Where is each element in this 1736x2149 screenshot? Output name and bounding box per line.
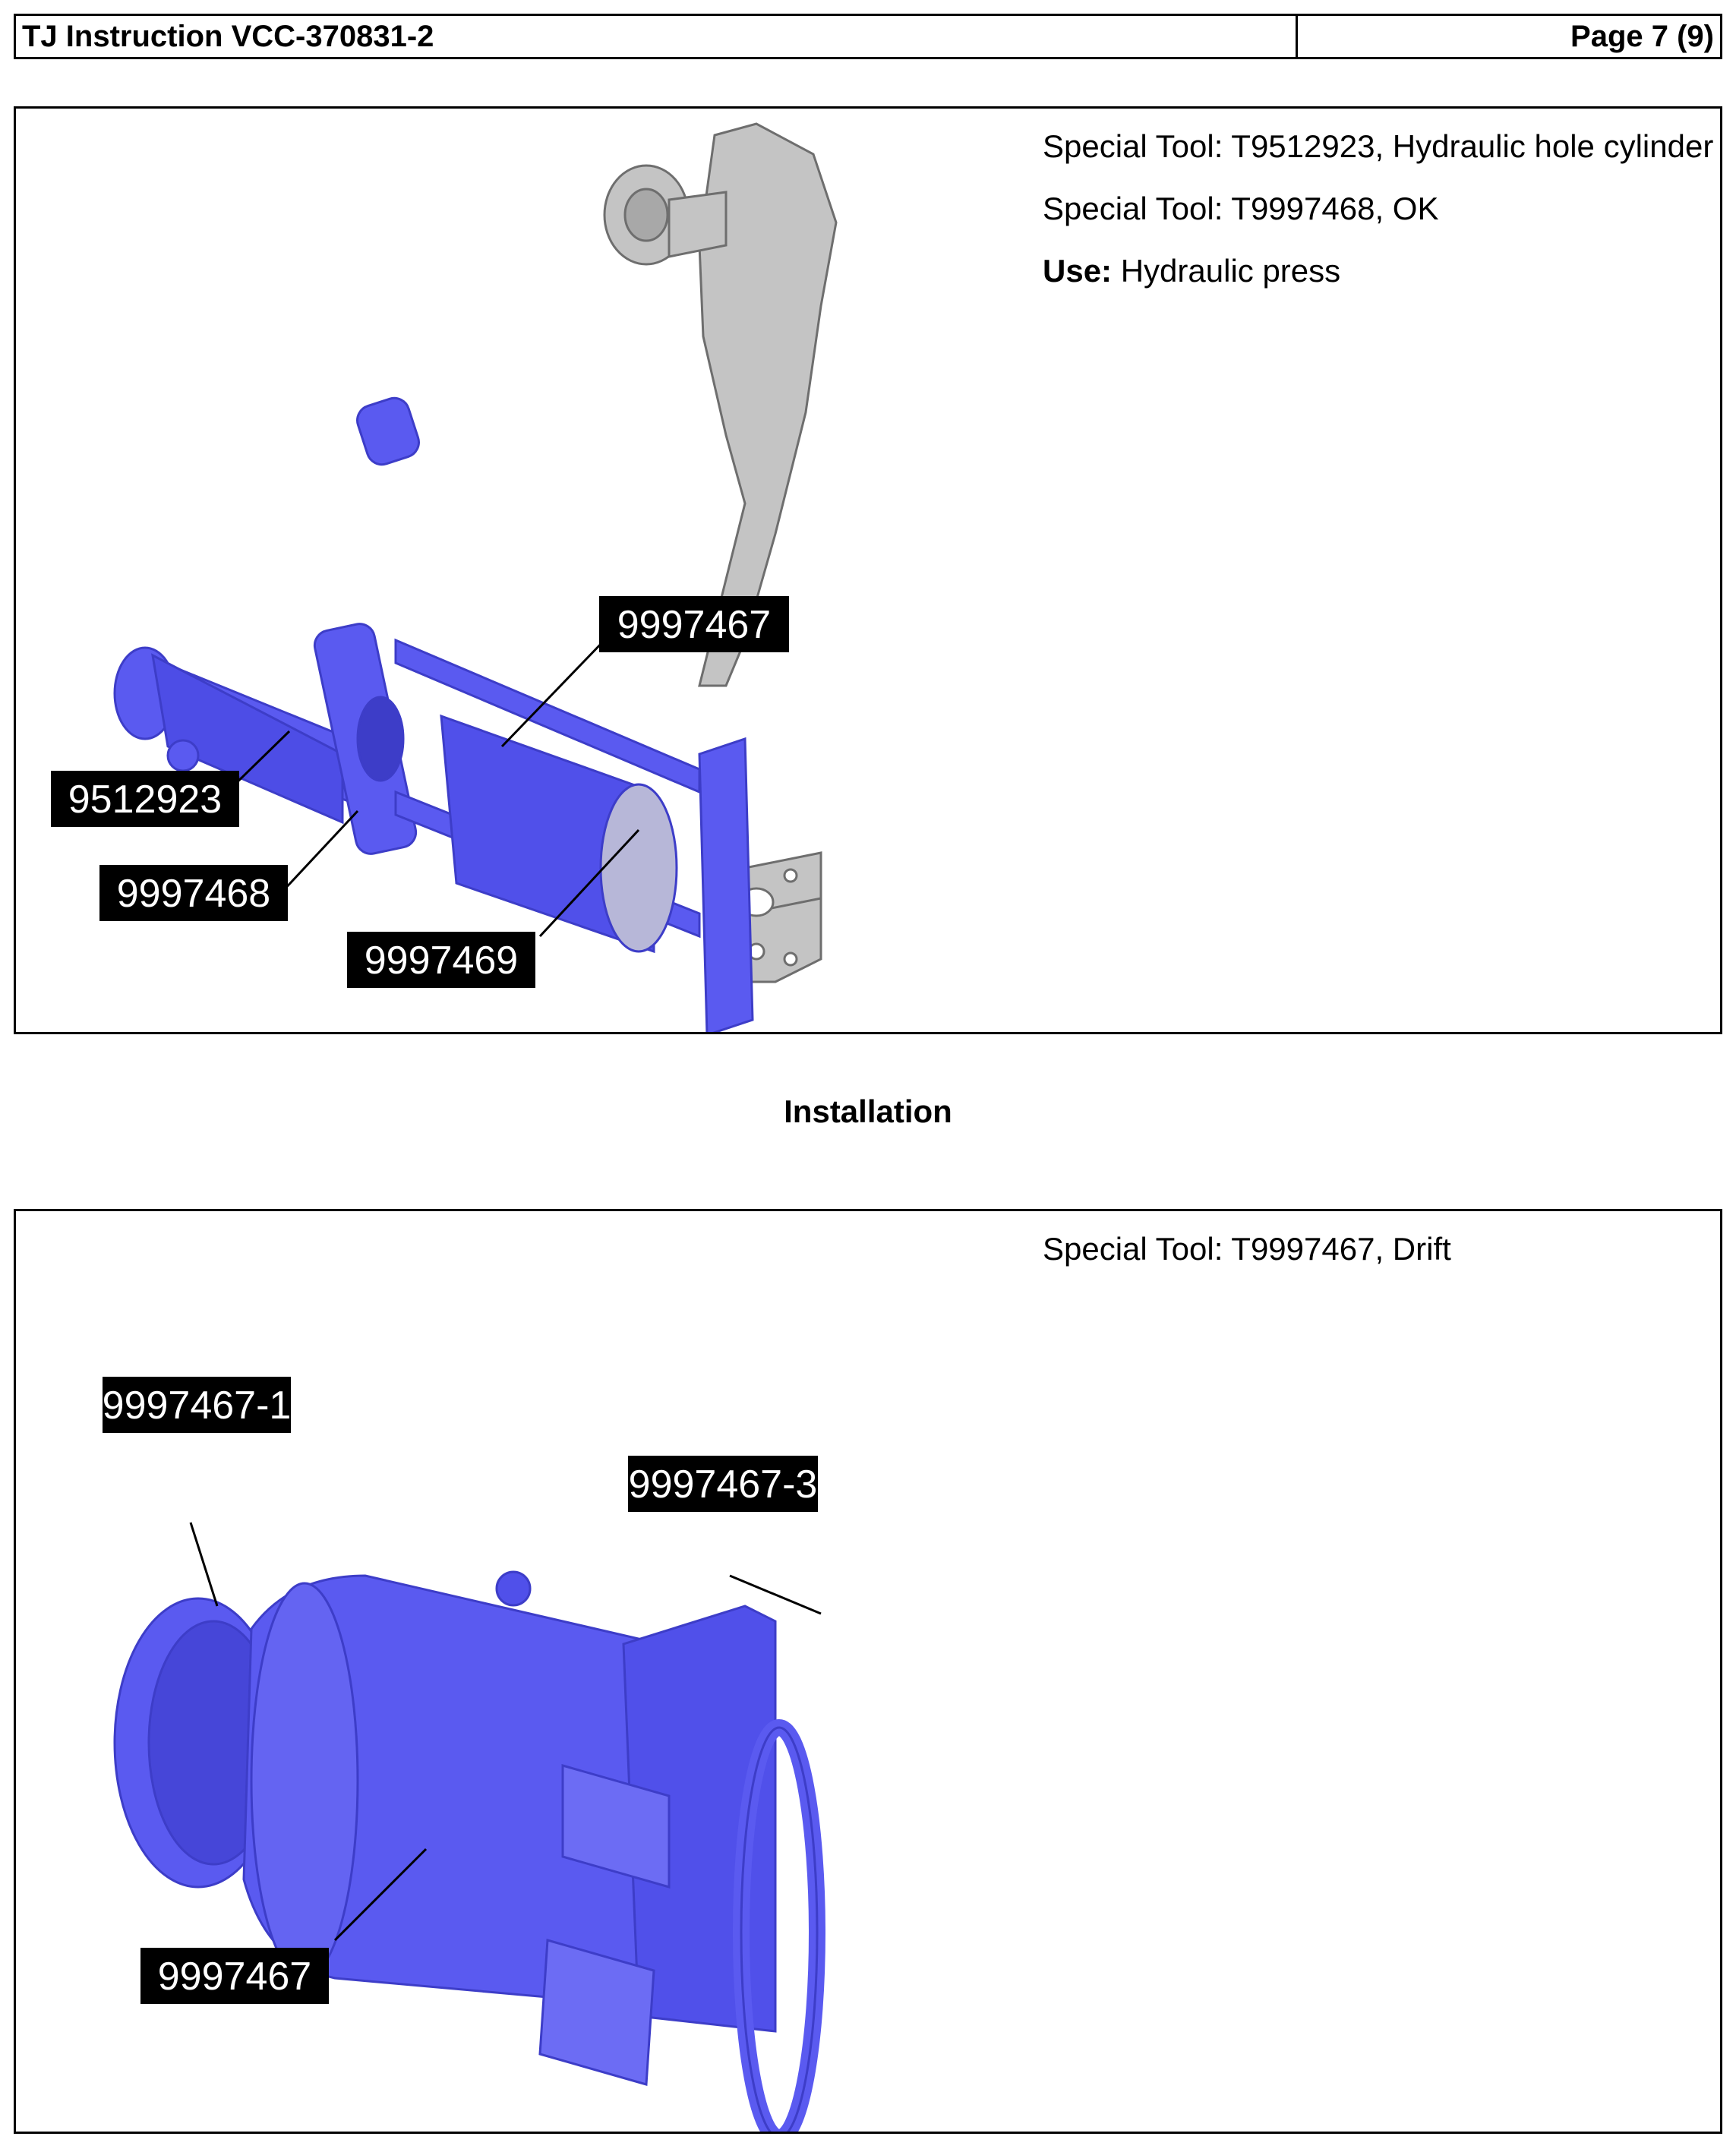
figure-installation-box xyxy=(14,1209,1722,2134)
tool-line-1: Special Tool: T9512923, Hydraulic hole cylinder xyxy=(1043,128,1714,164)
section-title-installation: Installation xyxy=(784,1093,952,1129)
callout-9997467-1 xyxy=(103,1377,292,1433)
callout-9997467-b-text: 9997467 xyxy=(157,1955,312,1999)
tool-line-2: Special Tool: T9997468, OK xyxy=(1043,191,1439,226)
callout-9997468 xyxy=(99,865,288,921)
figure-removal-box xyxy=(14,106,1722,1034)
callout-9997468-text: 9997468 xyxy=(116,872,271,916)
hydraulic-press-illustration xyxy=(16,109,1720,1032)
use-label: Use: xyxy=(1043,253,1113,289)
callout-9997467-text: 9997467 xyxy=(617,603,772,647)
callout-9997467-3 xyxy=(628,1456,818,1512)
drift-tool-line: Special Tool: T9997467, Drift xyxy=(1043,1231,1451,1267)
drift-tool-illustration xyxy=(16,1211,1720,2132)
callout-9997469-text: 9997469 xyxy=(364,939,519,983)
callout-9512923-text: 9512923 xyxy=(68,778,223,822)
page-number: Page 7 (9) xyxy=(1570,19,1714,53)
callout-9997467-3-text: 9997467-3 xyxy=(628,1463,818,1507)
callout-9997467-b xyxy=(140,1948,329,2004)
use-value: Hydraulic press xyxy=(1112,253,1341,289)
drift-image xyxy=(115,1572,817,2132)
document-title: TJ Instruction VCC-370831-2 xyxy=(16,16,1298,57)
callout-9997469 xyxy=(347,932,535,988)
document-header xyxy=(14,14,1722,59)
callout-9997467-1-text: 9997467-1 xyxy=(102,1384,292,1428)
callout-9997467 xyxy=(599,596,789,652)
callout-9512923 xyxy=(51,771,239,827)
